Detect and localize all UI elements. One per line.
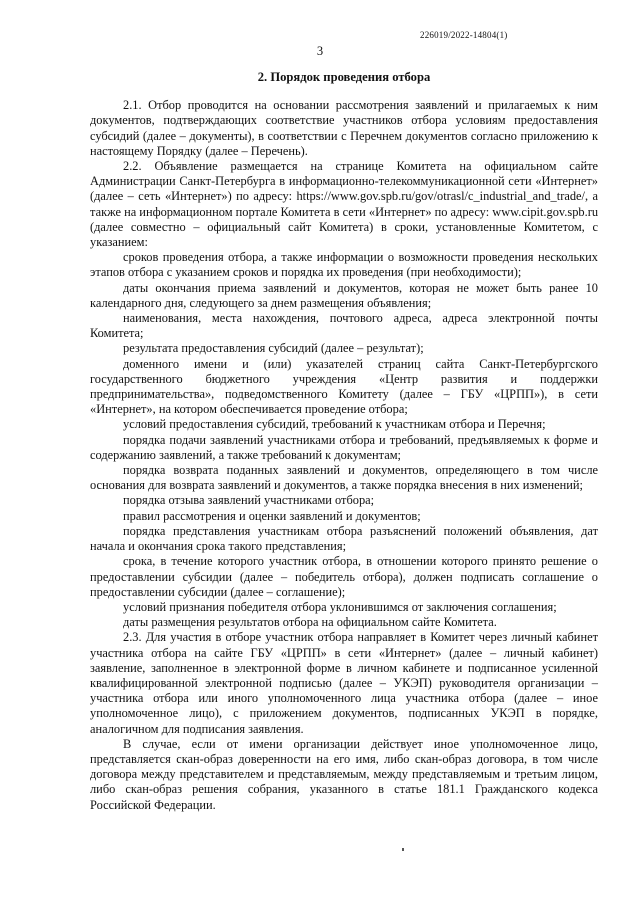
list-item: результата предоставления субсидий (далее – результат); <box>123 341 424 356</box>
list-item: правил рассмотрения и оценки заявлений и документов; <box>123 508 421 523</box>
list-item: даты размещения результатов отбора на официальном сайте Комитета. <box>123 615 497 630</box>
paragraph: 2.2. Объявление размещается на странице Комитета на официальном сайте Администрации Санкт-Петербурга в информационно-телекоммуникационной сети «Интернет» (далее – сеть «Интернет») по адресу: https://www.gov.spb.ru/gov/otrasl/c_industrial_and_trade/, а также на информационном портале Комитета в сети «Интернет» по адресу: www.cipit.gov.spb.ru (далее совместно – официальный сайт Комитета) в сроки, установленные Комитетом, с указанием: <box>90 159 599 250</box>
list-item: порядка представления участникам отбора разъяснений положений объявления, дат начала и окончания срока такого представления; <box>90 523 598 554</box>
list-item: условий предоставления субсидий, требований к участникам отбора и Перечня; <box>123 417 546 432</box>
list-item: порядка возврата поданных заявлений и документов, определяющего в том числе основания для возврата заявлений и документов, а также порядка внесения в них изменений; <box>90 463 598 493</box>
list-item: наименования, места нахождения, почтового адреса, адреса электронной почты Комитета; <box>90 311 598 341</box>
list-item: порядка отзыва заявлений участниками отбора; <box>123 493 375 508</box>
document-body <box>90 70 598 813</box>
list-item: условий признания победителя отбора уклонившимся от заключения соглашения; <box>123 599 557 614</box>
paragraph: 2.1. Отбор проводится на основании рассмотрения заявлений и прилагаемых к ним документов, подтверждающих соответствие участников отбора условиям предоставления субсидий (далее – документы), в соответствии с Перечнем документов согласно приложению к настоящему Порядку (далее – Перечень). <box>90 98 598 158</box>
registration-number: 226019/2022-14804(1) <box>420 30 508 40</box>
page-number: 3 <box>316 44 324 58</box>
scan-artifact <box>402 848 404 851</box>
list-item: доменного имени и (или) указателей страниц сайта Санкт-Петербургского государственного бюджетного учреждения «Центр развития и поддержки предпринимательства», подведомственного Комитету (далее – ГБУ «ЦРПП»), в сети «Интернет», на котором обеспечивается проведение отбора; <box>90 356 598 417</box>
section-title: 2. Порядок проведения отбора <box>257 70 431 84</box>
paragraph: 2.3. Для участия в отборе участник отбора направляет в Комитет через личный кабинет участника отбора на сайте ГБУ «ЦРПП» в сети «Интернет» (далее – личный кабинет) заявление, заполненное в электронной форме в личном кабинете и подписанное усиленной квалифицированной электронной подписью (далее – УКЭП) руководителя организации – участника отбора или иного уполномоченного лица участника отбора (далее – иное уполномоченное лицо), с приложением документов, подписанных УКЭП в порядке, аналогичном для подписания заявления. <box>90 630 598 736</box>
paragraph: В случае, если от имени организации действует иное уполномоченное лицо, представляется скан-образ доверенности на его имя, либо скан-образ договора, в том числе договора между представителем и представляемым, между представляемым и третьим лицом, либо скан-образ решения собрания, указанного в статье 181.1 Гражданского кодекса Российской Федерации. <box>90 736 598 812</box>
list-item: порядка подачи заявлений участниками отбора и требований, предъявляемых к форме и содержанию заявлений, а также требований к документам; <box>90 432 598 462</box>
list-item: сроков проведения отбора, а также информации о возможности проведения нескольких этапов отбора с указанием сроков и порядка их проведения (при необходимости); <box>90 250 598 280</box>
list-item: даты окончания приема заявлений и документов, которая не может быть ранее 10 календарного дня, следующего за днем размещения объявления; <box>90 280 598 310</box>
list-item: срока, в течение которого участник отбора, в отношении которого принято решение о предоставлении субсидии (далее – победитель отбора), должен подписать соглашение о предоставлении субсидии (далее – соглашение); <box>90 554 598 599</box>
